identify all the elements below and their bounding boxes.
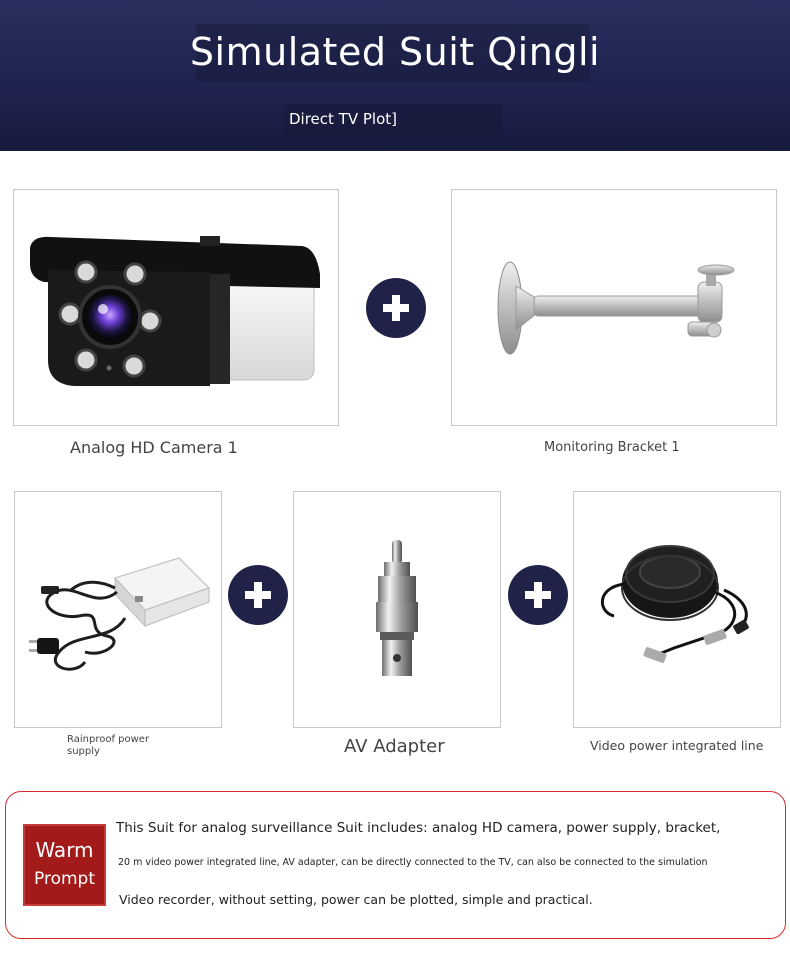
av-adapter-icon	[294, 492, 500, 727]
camera-card	[13, 189, 339, 426]
page-title: Simulated Suit Qingli	[189, 30, 601, 74]
plus-icon	[228, 565, 288, 625]
cable-caption: Video power integrated line	[590, 738, 764, 753]
power-supply-caption	[67, 734, 149, 758]
badge-line2: Prompt	[34, 869, 95, 889]
plus-icon	[366, 278, 426, 338]
warm-prompt-badge	[23, 824, 106, 906]
cable-coil-icon	[574, 492, 780, 727]
wall-bracket-icon	[452, 190, 776, 425]
prompt-line3: Video recorder, without setting, power can be plotted, simple and practical.	[119, 892, 593, 907]
av-adapter-card	[293, 491, 501, 728]
page-subtitle: Direct TV Plot]	[289, 110, 397, 128]
bracket-caption: Monitoring Bracket 1	[544, 440, 680, 455]
badge-line1: Warm	[35, 838, 94, 862]
plus-icon	[508, 565, 568, 625]
power-supply-caption-line1: Rainproof power	[67, 734, 150, 745]
camera-caption: Analog HD Camera 1	[70, 438, 238, 457]
bracket-card	[451, 189, 777, 426]
bullet-camera-icon	[14, 190, 338, 425]
cable-card	[573, 491, 781, 728]
prompt-line1: This Suit for analog surveillance Suit includes: analog HD camera, power supply, bracket,	[116, 820, 721, 836]
header-banner	[0, 0, 790, 151]
prompt-line2: 20 m video power integrated line, AV adapter, can be directly connected to the TV, can also be connected to the simulation	[118, 857, 708, 868]
power-supply-caption-line2: supply	[67, 746, 100, 757]
av-adapter-caption: AV Adapter	[344, 736, 445, 757]
power-supply-card	[14, 491, 222, 728]
power-supply-icon	[15, 492, 221, 727]
